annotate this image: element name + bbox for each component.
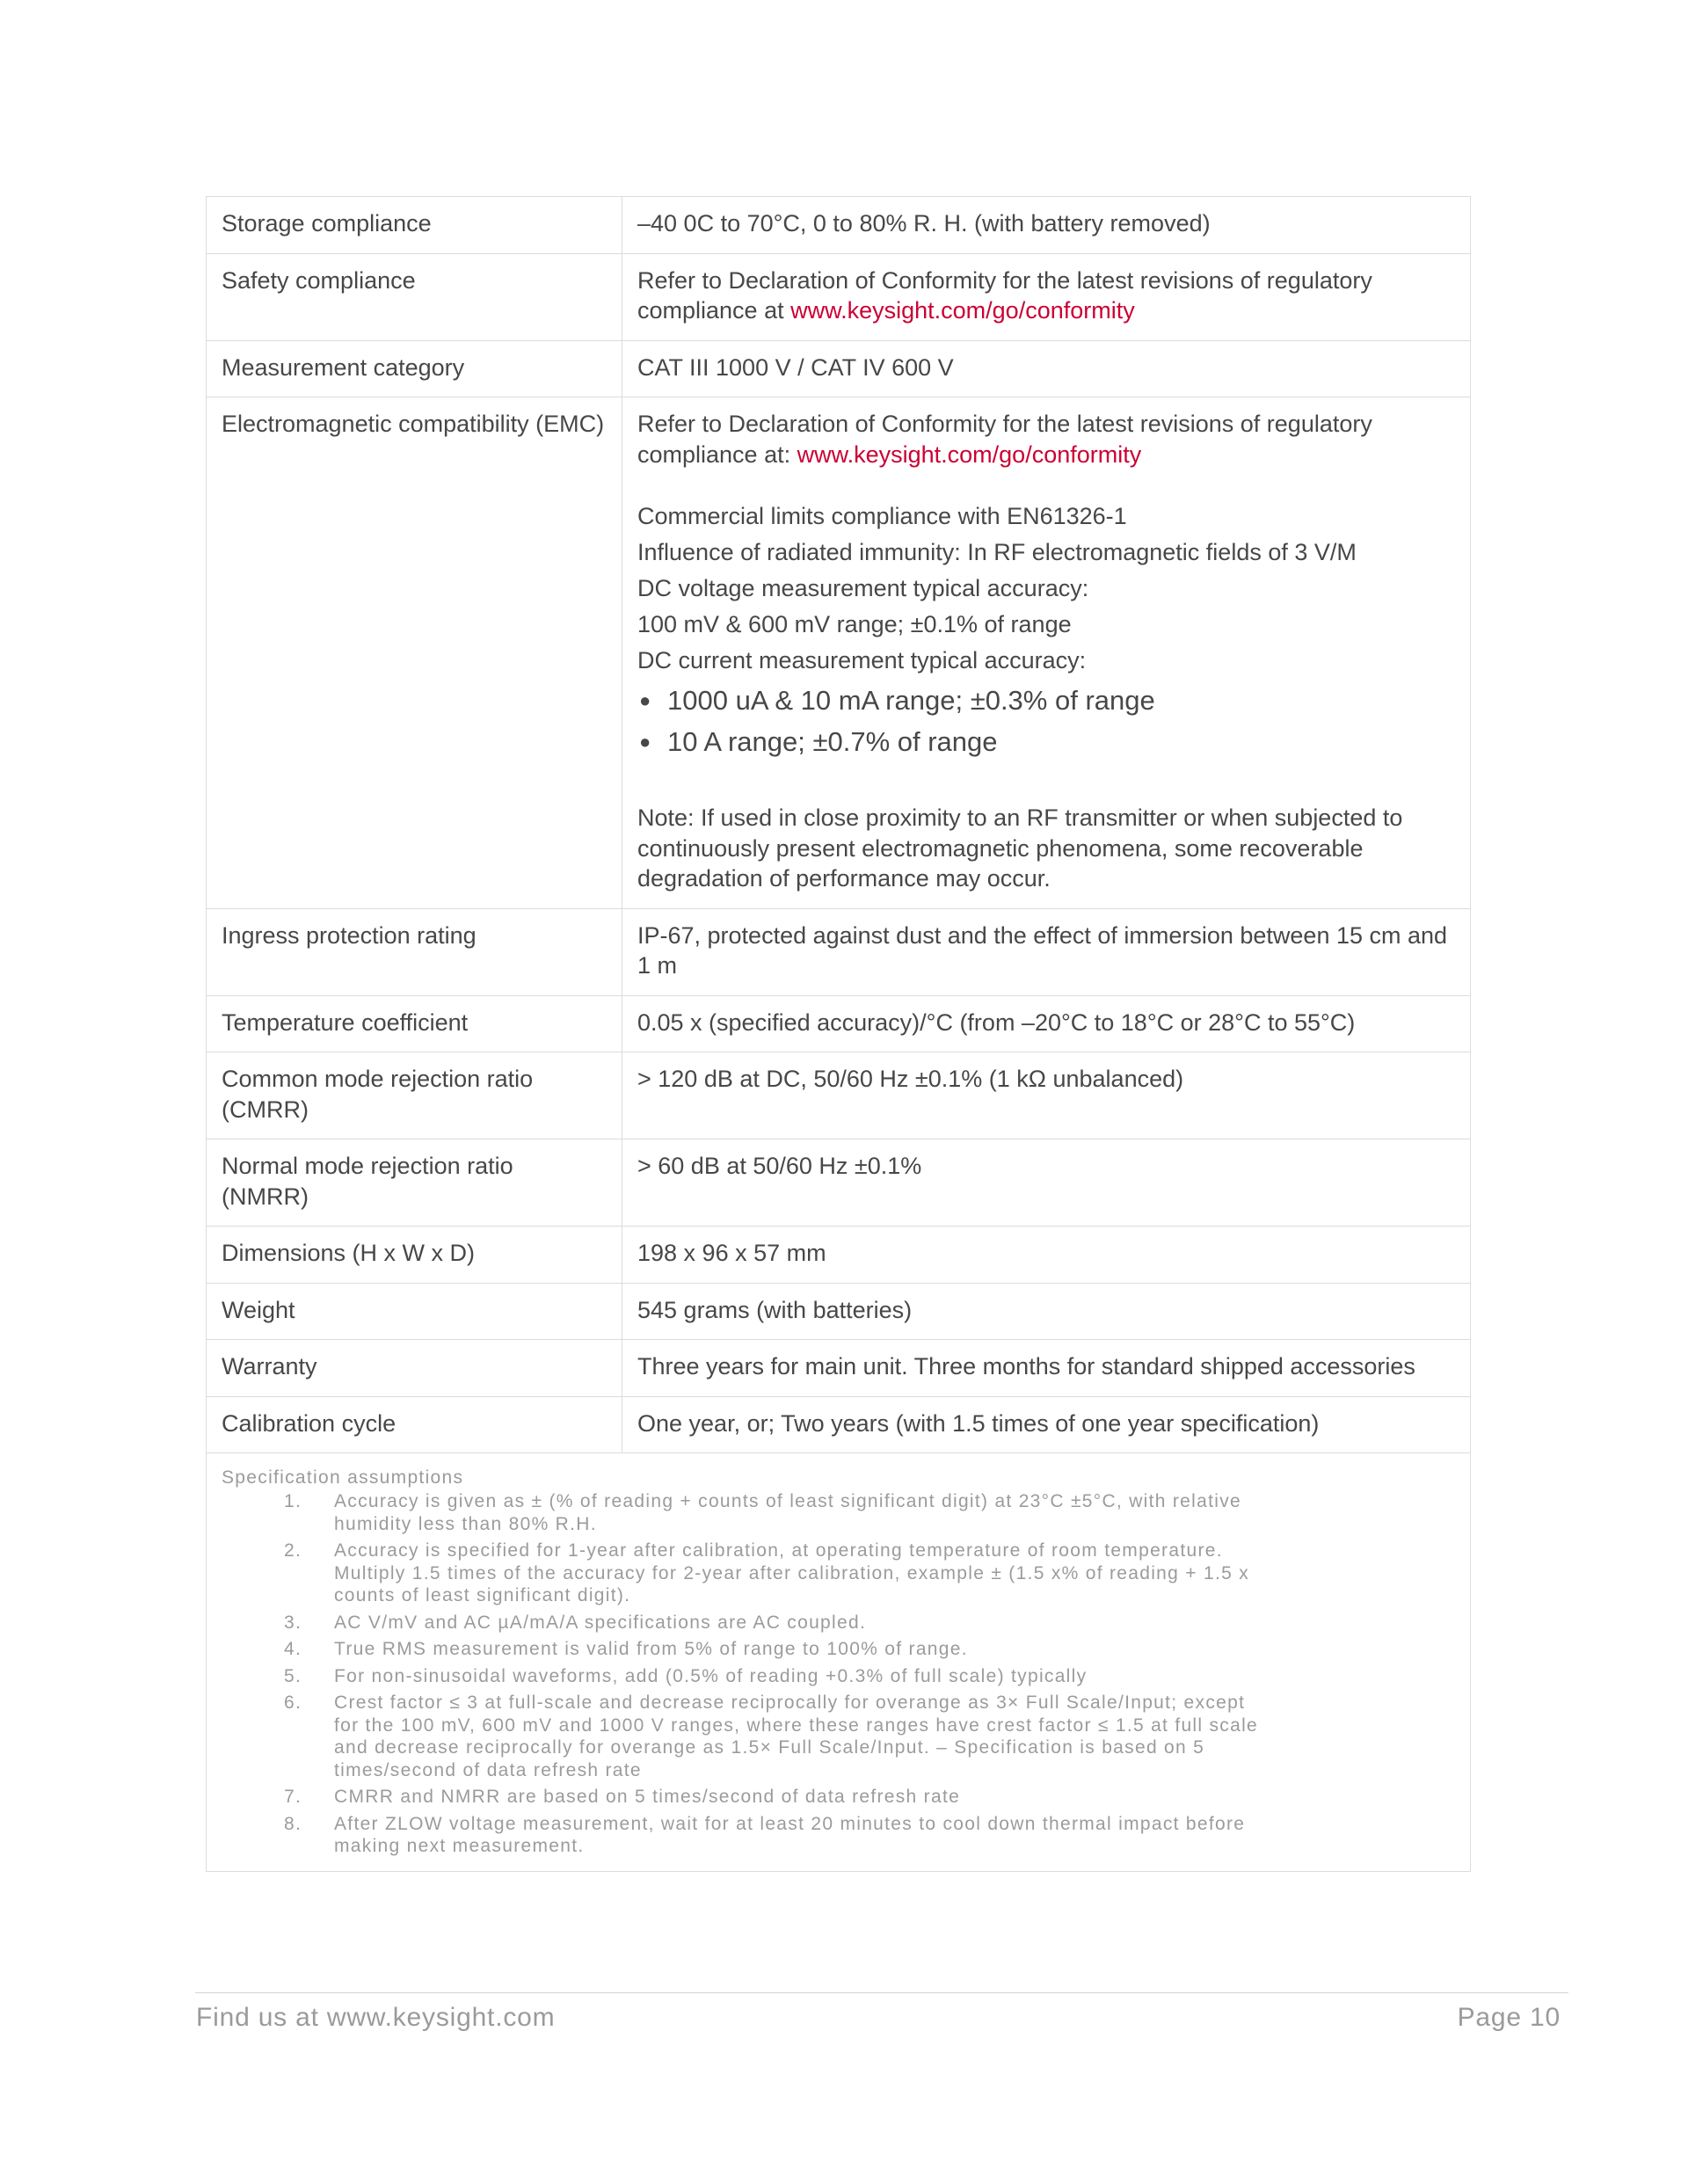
spec-value: > 120 dB at DC, 50/60 Hz ±0.1% (1 kΩ unbalanced) [622,1052,1471,1139]
table-row [207,197,1471,254]
bullet-icon: ● [639,731,651,753]
table-row [207,253,1471,340]
item-number: 4. [284,1639,302,1659]
table-row [207,908,1471,995]
item-text: After ZLOW voltage measurement, wait for at least 20 minutes to cool down thermal impact before making next measurement. [334,1813,1246,1856]
spec-value [622,253,1471,340]
table-row [207,995,1471,1052]
spec-value-text: Refer to Declaration of Conformity for the latest revisions of regulatory compliance at [637,266,1372,324]
list-item [222,1490,1259,1535]
item-number: 2. [284,1540,302,1561]
emc-details [637,499,1455,679]
specifications-table [206,196,1471,1872]
spec-label: Storage compliance [207,197,622,254]
assumptions-row [207,1453,1471,1872]
spec-label: Ingress protection rating [207,908,622,995]
spec-value: Three years for main unit. Three months for standard shipped accessories [622,1340,1471,1397]
table-row [207,1340,1471,1397]
spec-label: Common mode rejection ratio (CMRR) [207,1052,622,1139]
spec-label: Electromagnetic compatibility (EMC) [207,397,622,909]
item-text: CMRR and NMRR are based on 5 times/second of data refresh rate [334,1787,961,1807]
table-row [207,1396,1471,1453]
table-row [207,1283,1471,1340]
spec-label: Calibration cycle [207,1396,622,1453]
bullet-text: 1000 uA & 10 mA range; ±0.3% of range [667,685,1155,716]
page-number: Page 10 [1457,2003,1561,2032]
list-item [637,721,1455,762]
spec-value: One year, or; Two years (with 1.5 times of one year specification) [622,1396,1471,1453]
emc-note: Note: If used in close proximity to an RF transmitter or when subjected to continuously present electromagnetic phenomena, some recoverable degradation of performance may occur. [637,804,1403,892]
spec-value: 198 x 96 x 57 mm [622,1227,1471,1284]
table-row [207,1227,1471,1284]
item-number: 8. [284,1813,302,1834]
item-number: 5. [284,1665,302,1686]
item-text: Crest factor ≤ 3 at full-scale and decrease reciprocally for overange as 3× Full Scale/Input; except for the 100 mV, 600 mV and 1000 V ranges, where these ranges have crest factor ≤ 1.5 at full scale and decrease reciprocally for overange as 1.5× Full Scale/Input. – Specification is based on 5 times/second of data refresh rate [334,1693,1259,1780]
spec-label: Weight [207,1283,622,1340]
footer-website: Find us at www.keysight.com [196,2003,556,2032]
emc-line: DC current measurement typical accuracy: [637,647,1087,673]
item-text: AC V/mV and AC µA/mA/A specifications are AC coupled. [334,1612,867,1633]
list-item [637,680,1455,721]
assumptions-title: Specification assumptions [222,1467,464,1488]
spec-value [622,397,1471,909]
specification-assumptions [207,1453,1471,1872]
emc-line: DC voltage measurement typical accuracy: [637,575,1089,601]
table-row [207,397,1471,909]
spec-label: Dimensions (H x W x D) [207,1227,622,1284]
spec-value: –40 0C to 70°C, 0 to 80% R. H. (with battery removed) [622,197,1471,254]
conformity-link[interactable]: www.keysight.com/go/conformity [797,440,1142,468]
spec-value: IP-67, protected against dust and the effect of immersion between 15 cm and 1 m [622,908,1471,995]
item-number: 3. [284,1612,302,1633]
bullet-icon: ● [639,689,651,711]
item-number: 7. [284,1787,302,1807]
conformity-link[interactable]: www.keysight.com/go/conformity [790,297,1135,324]
table-row [207,1052,1471,1139]
spec-value: CAT III 1000 V / CAT IV 600 V [622,340,1471,397]
spec-value: > 60 dB at 50/60 Hz ±0.1% [622,1139,1471,1227]
table-row [207,340,1471,397]
list-item [222,1692,1259,1781]
table-row [207,1139,1471,1227]
list-item [222,1665,1259,1688]
spec-label: Safety compliance [207,253,622,340]
list-item [222,1786,1259,1809]
emc-bullet-list [637,680,1455,762]
footer-divider [195,1992,1568,1993]
list-item [222,1813,1259,1858]
item-number: 1. [284,1491,302,1511]
spec-label: Normal mode rejection ratio (NMRR) [207,1139,622,1227]
spec-label: Measurement category [207,340,622,397]
emc-line: Commercial limits compliance with EN61326-1 [637,503,1127,529]
emc-line: 100 mV & 600 mV range; ±0.1% of range [637,611,1072,637]
item-text: For non-sinusoidal waveforms, add (0.5% of reading +0.3% of full scale) typically [334,1665,1088,1686]
list-item [222,1540,1259,1607]
assumptions-list [222,1490,1455,1858]
item-text: Accuracy is specified for 1-year after calibration, at operating temperature of room temperature. Multiply 1.5 times of the accuracy for 2-year after calibration, example ± (1.5 x% of reading + 1.5 x counts of least significant digit). [334,1540,1249,1605]
emc-line: Influence of radiated immunity: In RF electromagnetic fields of 3 V/M [637,539,1357,565]
bullet-text: 10 A range; ±0.7% of range [667,726,998,757]
spec-value: 545 grams (with batteries) [622,1283,1471,1340]
item-text: True RMS measurement is valid from 5% of range to 100% of range. [334,1639,968,1659]
spec-value: 0.05 x (specified accuracy)/°C (from –20°C to 18°C or 28°C to 55°C) [622,995,1471,1052]
list-item [222,1638,1259,1661]
spec-value-text: Refer to Declaration of Conformity for the latest revisions of regulatory compliance at: [637,411,1372,468]
spec-label: Temperature coefficient [207,995,622,1052]
list-item [222,1612,1259,1634]
item-text: Accuracy is given as ± (% of reading + counts of least significant digit) at 23°C ±5°C, with relative humidity less than 80% R.H. [334,1491,1241,1534]
item-number: 6. [284,1693,302,1713]
spec-label: Warranty [207,1340,622,1397]
